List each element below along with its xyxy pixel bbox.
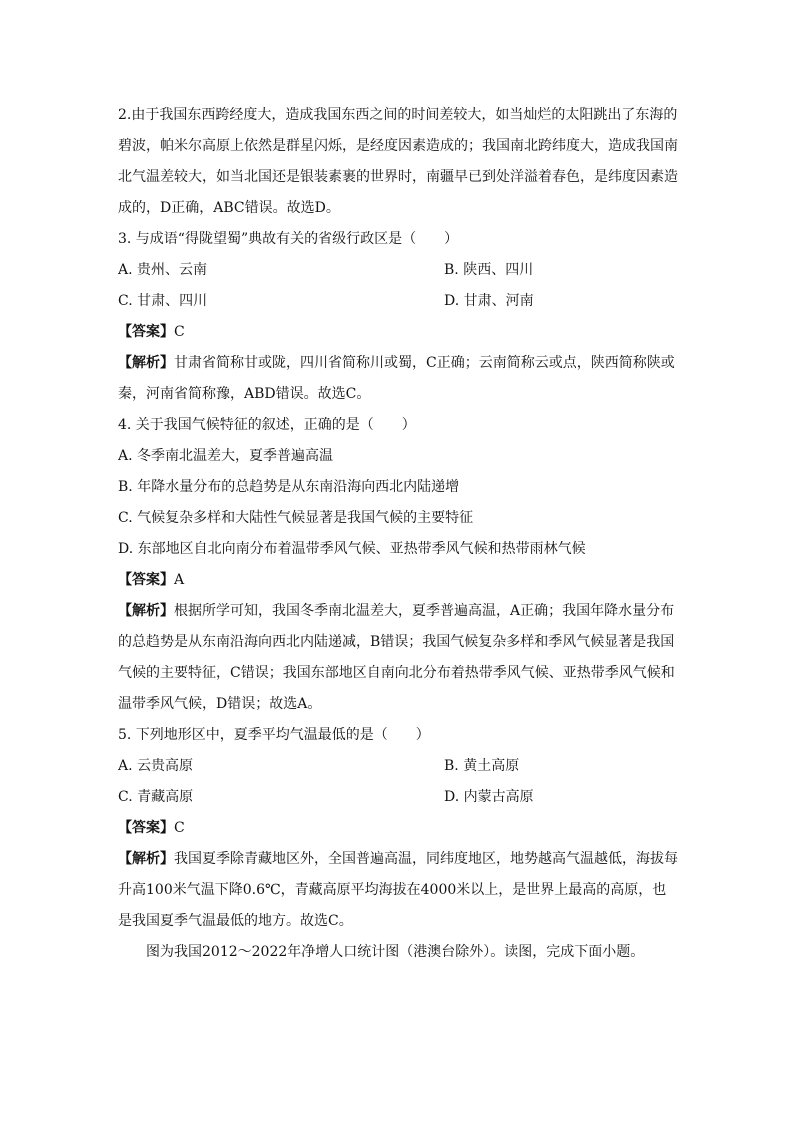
q4-stem: 4. 关于我国气候特征的叙述，正确的是（ ） xyxy=(118,417,416,433)
q3-options-row-2 xyxy=(118,286,678,317)
q3-stem: 3. 与成语“得陇望蜀”典故有关的省级行政区是（ ） xyxy=(118,231,459,247)
q4-answer xyxy=(118,565,678,596)
q5-answer xyxy=(118,813,678,844)
q3-analysis-label: 【解析】 xyxy=(118,355,174,371)
q3-answer xyxy=(118,317,678,348)
q5-stem: 5. 下列地形区中，夏季平均气温最低的是（ ） xyxy=(118,727,430,743)
document-page xyxy=(118,100,678,968)
q3-analysis xyxy=(118,348,678,410)
q3-analysis-text: 甘肃省简称甘或陇，四川省简称川或蜀，C正确；云南简称云或点，陕西简称陕或秦，河南省简称豫，ABD错误。故选C。 xyxy=(118,355,675,402)
q3-option-b: B. 陕西、四川 xyxy=(444,262,534,278)
q4-option-b: B. 年降水量分布的总趋势是从东南沿海向西北内陆递增 xyxy=(118,479,460,495)
q3-option-d: D. 甘肃、河南 xyxy=(444,293,534,309)
q5-answer-label: 【答案】 xyxy=(118,820,174,836)
q4-answer-label: 【答案】 xyxy=(118,572,174,588)
q3-option-c: C. 甘肃、四川 xyxy=(118,293,208,309)
q5-options-row-2 xyxy=(118,782,678,813)
q4-analysis xyxy=(118,596,678,720)
q3-answer-label: 【答案】 xyxy=(118,324,174,340)
q4-analysis-text: 根据所学可知，我国冬季南北温差大，夏季普遍高温，A正确；我国年降水量分布的总趋势是从东南沿海向西北内陆递减，B错误；我国气候复杂多样和季风气候显著是我国气候的主要特征，C错误；我国东部地区自南向北分布着热带季风气候、亚热带季风气候和温带季风气候，D错误；故选A。 xyxy=(118,603,675,712)
q3-option-a: A. 贵州、云南 xyxy=(118,262,208,278)
q4-analysis-label: 【解析】 xyxy=(118,603,174,619)
q4-answer-value: A xyxy=(174,572,185,588)
q5-analysis xyxy=(118,844,678,937)
q3-answer-value: C xyxy=(174,324,185,340)
q5-options-row-1 xyxy=(118,751,678,782)
q4-option-c: C. 气候复杂多样和大陆性气候显著是我国气候的主要特征 xyxy=(118,510,474,526)
q5-answer-value: C xyxy=(174,820,185,836)
chart-intro: 图为我国2012～2022年净增人口统计图（港澳台除外）。读图，完成下面小题。 xyxy=(146,944,645,960)
q5-option-d: D. 内蒙古高原 xyxy=(444,789,534,805)
q4-option-d: D. 东部地区自北向南分布着温带季风气候、亚热带季风气候和热带雨林气候 xyxy=(118,541,586,557)
q5-option-b: B. 黄土高原 xyxy=(444,758,520,774)
q2-explanation: 2.由于我国东西跨经度大，造成我国东西之间的时间差较大，如当灿烂的太阳跳出了东海的碧波，帕米尔高原上依然是群星闪烁，是经度因素造成的；我国南北跨纬度大，造成我国南北气温差较大，如当北国还是银装素裹的世界时，南疆早已到处洋溢着春色，是纬度因素造成的，D正确，ABC错误。故选D。 xyxy=(118,107,678,216)
q4-option-a: A. 冬季南北温差大，夏季普遍高温 xyxy=(118,448,334,464)
q3-options-row-1 xyxy=(118,255,678,286)
q5-analysis-text: 我国夏季除青藏地区外，全国普遍高温，同纬度地区，地势越高气温越低，海拔每升高100米气温下降0.6℃，青藏高原平均海拔在4000米以上，是世界上最高的高原，也是我国夏季气温最低的地方。故选C。 xyxy=(118,851,678,929)
q5-option-c: C. 青藏高原 xyxy=(118,789,194,805)
q5-analysis-label: 【解析】 xyxy=(118,851,174,867)
q5-option-a: A. 云贵高原 xyxy=(118,758,194,774)
